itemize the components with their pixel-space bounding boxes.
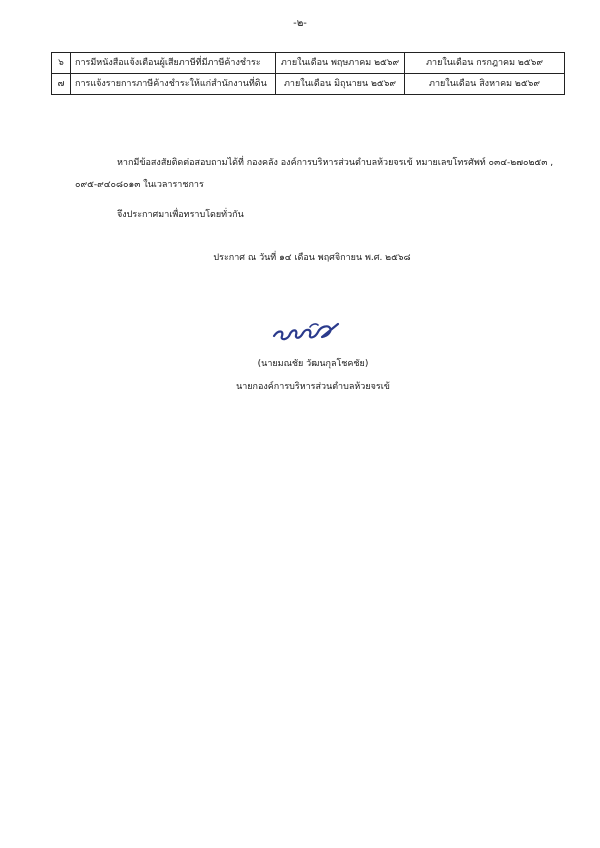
row-date-start: ภายในเดือน พฤษภาคม ๒๕๖๙ [276, 53, 405, 74]
row-date-end: ภายในเดือน กรกฎาคม ๒๕๖๙ [405, 53, 565, 74]
page-number: -๒- [293, 18, 307, 29]
table-row [52, 74, 565, 95]
table-row [52, 53, 565, 74]
announce-line: จึงประกาศมาเพื่อทราบโดยทั่วกัน [117, 210, 244, 220]
schedule-table [51, 52, 565, 95]
signer-name: (นายมณชัย วัฒนกุลโชคชัย) [257, 359, 369, 369]
row-item: การแจ้งรายการภาษีค้างชำระให้แก่สำนักงานที่ดิน [71, 74, 276, 95]
row-item: การมีหนังสือแจ้งเตือนผู้เสียภาษีที่มีภาษีค้างชำระ [71, 53, 276, 74]
row-number: ๗ [52, 74, 71, 95]
row-date-end: ภายในเดือน สิงหาคม ๒๕๖๙ [405, 74, 565, 95]
signer-position: นายกองค์การบริหารส่วนตำบลห้วยจรเข้ [236, 382, 390, 392]
row-date-start: ภายในเดือน มิถุนายน ๒๕๖๙ [276, 74, 405, 95]
announcement-date: ประกาศ ณ วันที่ ๑๔ เดือน พฤศจิกายน พ.ศ. ๒๕๖๘ [213, 253, 411, 263]
row-number: ๖ [52, 53, 71, 74]
signature-image [270, 316, 342, 346]
contact-paragraph: หากมีข้อสงสัยติดต่อสอบถามได้ที่ กองคลัง องค์การบริหารส่วนตำบลห้วยจรเข้ หมายเลขโทรศัพท์ ๐๓๔-๒๗๐๒๕๓ , ๐๙๕-๙๔๐๘๐๑๓ ในเวลาราชการ [75, 158, 554, 190]
